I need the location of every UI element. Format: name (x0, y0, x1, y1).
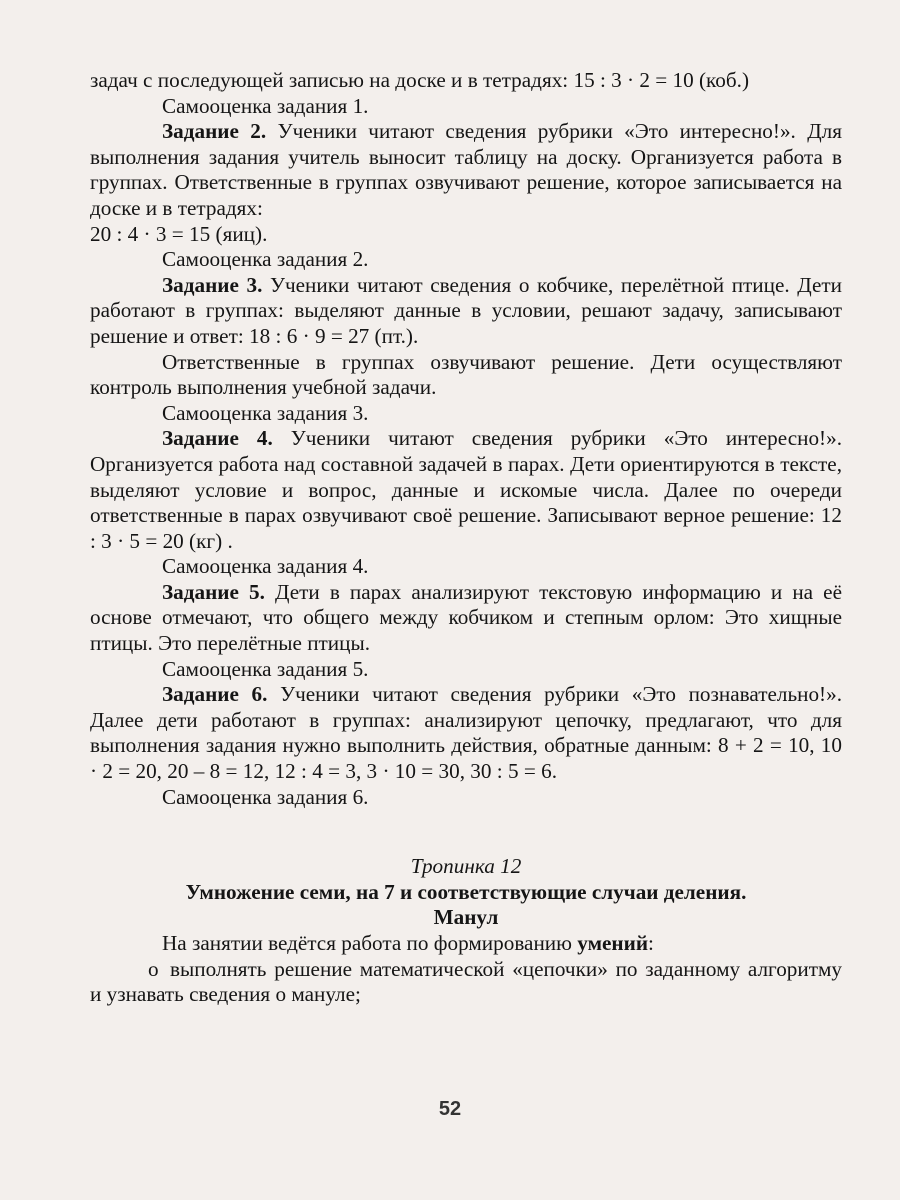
paragraph (90, 426, 842, 554)
paragraph-text: Ученики читают сведения рубрики «Это интересно!». Для выполнения задания учитель выносит таблицу на доску. Организуется работа в группах. Ответственные в группах озвучивают решение, которое записывается на доске и в тетрадях: (90, 119, 842, 220)
paragraph-text: Ученики читают сведения рубрики «Это познавательно!». Далее дети работают в группах: анализируют цепочку, предлагают, что для выполнения задания нужно выполнить действия, обратные данным: 8 + 2 = 10, 10 · 2 = 20, 20 – 8 = 12, 12 : 4 = 3, 3 · 10 = 30, 30 : 5 = 6. (90, 682, 842, 784)
page-number: 52 (438, 1098, 462, 1120)
paragraph (90, 401, 842, 427)
paragraph (90, 68, 842, 94)
list-item (90, 957, 842, 1008)
skills-list (90, 957, 842, 1008)
paragraph-text: Ученики читают сведения рубрики «Это интересно!». Организуется работа над составной задачей в парах. Дети ориентируются в тексте, выделяют условие и вопрос, данные и искомые числа. Далее по очереди ответственные в парах озвучивают своё решение. Записывают верное решение: 12 : 3 · 5 = 20 (кг) . (90, 426, 842, 553)
paragraph (90, 94, 842, 120)
paragraph (90, 580, 842, 657)
paragraph-text: Самооценка задания 1. (162, 93, 369, 118)
intro-paragraph (90, 931, 842, 957)
paragraph (90, 785, 842, 811)
paragraph-text: Ученики читают сведения о кобчике, перелётной птице. Дети работают в группах: выделяют данные в условии, решают задачу, записывают решение и ответ: 18 : 6 · 9 = 27 (пт.). (90, 272, 842, 348)
paragraph-text: 20 : 4 · 3 = 15 (яиц). (90, 221, 268, 246)
paragraph (90, 554, 842, 580)
paragraphs (90, 68, 842, 810)
task-label: Задание 4. (162, 426, 273, 451)
paragraph-text: Самооценка задания 3. (162, 400, 369, 425)
intro-text: На занятии ведётся работа по формированию (162, 931, 578, 955)
section-title-line-2: Манул (433, 905, 499, 930)
paragraph (90, 247, 842, 273)
task-label: Задание 5. (162, 579, 265, 604)
paragraph (90, 119, 842, 221)
section-title-line-1: Умножение семи, на 7 и соответствующие случаи деления. (185, 879, 747, 904)
paragraph-text: Дети в парах анализируют текстовую информацию и на её основе отмечают, что общего между кобчиком и степным орлом: Это хищные птицы. Это перелётные птицы. (90, 579, 842, 656)
section-label: Тропинка 12 (410, 854, 522, 879)
paragraph (90, 222, 842, 248)
intro-bold: умений (577, 931, 649, 955)
task-label: Задание 6. (162, 682, 268, 707)
list-item-text: выполнять решение математической «цепочки» по заданному алгоритму и узнавать сведения о мануле; (90, 956, 842, 1007)
paragraph (90, 350, 842, 401)
paragraph-text: задач с последующей записью на доске и в тетрадях: 15 : 3 · 2 = 10 (коб.) (90, 68, 750, 92)
paragraph-text: Самооценка задания 5. (162, 656, 369, 681)
task-label: Задание 2. (162, 119, 267, 144)
paragraph-text: Самооценка задания 6. (162, 784, 369, 809)
paragraph (90, 273, 842, 350)
paragraph (90, 657, 842, 683)
paragraph (90, 682, 842, 784)
task-label: Задание 3. (162, 272, 263, 297)
paragraph-text: Самооценка задания 4. (162, 554, 369, 579)
paragraph-text: Ответственные в группах озвучивают решение. Дети осуществляют контроль выполнения учебной задачи. (90, 349, 842, 400)
paragraph-text: Самооценка задания 2. (162, 247, 369, 272)
circle-bullet-icon: o (148, 956, 159, 981)
page-body (90, 68, 842, 1008)
intro-suffix: : (648, 931, 654, 955)
